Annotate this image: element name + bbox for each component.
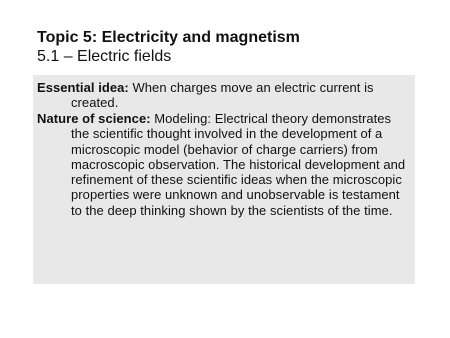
content-box xyxy=(33,75,415,284)
nature-of-science-label: Nature of science: xyxy=(37,111,155,126)
nature-of-science-paragraph xyxy=(37,111,411,218)
page-title: Topic 5: Electricity and magnetism xyxy=(37,29,300,46)
title-block xyxy=(37,28,427,66)
essential-idea-paragraph xyxy=(37,80,411,111)
nature-of-science-text: Modeling: Electrical theory demonstrates the scientific thought involved in the development of a microscopic model (behavior of charge carriers) from macroscopic observation. The historical development and refinement of these scientific ideas when the microscopic properties were unknown and unobservable is testament to the deep thinking shown by the scientists of the time. xyxy=(71,111,406,218)
page-subtitle: 5.1 – Electric fields xyxy=(37,48,172,65)
essential-idea-text: When charges move an electric current is created. xyxy=(71,80,374,111)
essential-idea-label: Essential idea: xyxy=(37,80,133,95)
